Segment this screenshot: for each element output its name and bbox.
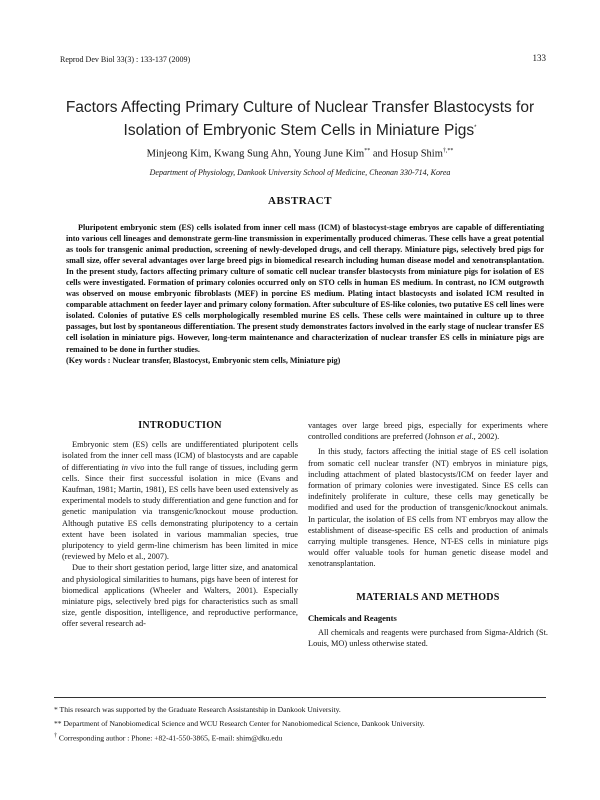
footnote-3-text: Corresponding author : Phone: +82-41-550-3865, E-mail: shim@dku.edu	[57, 733, 283, 743]
footnote-3	[54, 730, 546, 745]
left-column	[62, 420, 298, 630]
keywords: (Key words : Nuclear transfer, Blastocyst, Embryonic stem cells, Miniature pig)	[66, 355, 341, 365]
intro-p3-text-b: ., 2002).	[471, 432, 500, 442]
affiliation: Department of Physiology, Dankook University School of Medicine, Cheonan 330-714, Korea	[149, 168, 451, 177]
footnote-1-mark: *	[54, 705, 58, 714]
page-number: 133	[532, 53, 546, 63]
intro-paragraph-2: Due to their short gestation period, large litter size, and anatomical and physiological similarities to humans, pigs have been of interest for biomedical applications (Wheeler and Walters, 2001). Especially miniature pigs, selectively bred pigs for characteristics such as small size, gentle disposition, intelligence, and reproductive performance, offer several research ad-	[62, 563, 298, 629]
footnote-3-mark: †	[54, 733, 57, 739]
right-column	[308, 420, 548, 649]
authors-part-2: and Hosup Shim	[370, 148, 443, 160]
intro-p3-italic: et al	[457, 432, 472, 442]
author-mark-1: **	[364, 148, 371, 154]
title-footnote-mark: *	[474, 125, 477, 131]
intro-p3-text-a: vantages over large breed pigs, especially for experiments where controlled conditions are preferred (Johnson	[308, 421, 548, 442]
abstract-body	[66, 222, 544, 366]
journal-citation: Reprod Dev Biol 33(3) : 133-137 (2009)	[60, 55, 191, 64]
intro-p1-text-b: into the full range of tissues, including germ cells. Since their first successful isolation in mice (Evans and Kaufman, 1981; Martin, 1981), ES cells have been used extensively as experimental models to study differentiation and gene function and for genetic manipulation via transgenic/knockout mouse production. Although putative ES cells demonstrating pluripotency to a certain extent have been isolated in various mammalian species, true pluripotency to yield germ-line chimerism has been limited in mice (reviewed by Melo et al., 2007).	[62, 462, 298, 562]
footnote-1-text: This research was supported by the Graduate Research Assistantship in Dankook University.	[57, 705, 341, 714]
intro-paragraph-4: In this study, factors affecting the initial stage of ES cell isolation from somatic cell nuclear transfer (NT) embryos in miniature pigs, including attachment of plated blastocysts/ICM on feeder layer and formation of primary colonies were investigated. Since ES cells can indefinitely proliferate in culture, these cells may genetically be modified and used for the production of transgenic/knockout animals. In particular, the isolation of ES cells from NT embryos may allow the establishment of disease-specific ES cells and production of animals carrying multiple transgenes. Hence, NT-ES cells in miniature pigs would offer valuable tools for human genetic disease model and xenotransplantation.	[308, 447, 548, 569]
authors-part-1: Minjeong Kim, Kwang Sung Ahn, Young June Kim	[146, 148, 365, 160]
footnote-1	[54, 703, 546, 717]
intro-paragraph-1	[62, 439, 298, 562]
introduction-heading: INTRODUCTION	[138, 420, 222, 431]
intro-paragraph-3	[308, 420, 548, 442]
intro-p1-text-a: Embryonic stem (ES) cells are undifferentiated pluripotent cells isolated from the inner cell mass (ICM) of blastocysts and are capable of differentiating	[62, 440, 298, 472]
author-mark-2: †,**	[442, 148, 454, 154]
author-list	[60, 148, 540, 160]
methods-heading: MATERIALS AND METHODS	[356, 591, 500, 603]
paper-title	[60, 98, 540, 141]
footnote-2	[54, 717, 546, 731]
footnote-2-text: Department of Nanobiomedical Science and WCU Research Center for Nanobiomedical Science, Dankook University.	[61, 718, 425, 728]
footnote-2-mark: **	[54, 718, 62, 728]
abstract-heading: ABSTRACT	[268, 195, 332, 207]
methods-paragraph-1: All chemicals and reagents were purchased from Sigma-Aldrich (St. Louis, MO) unless otherwise stated.	[308, 628, 548, 649]
methods-subheading: Chemicals and Reagents	[308, 612, 397, 623]
title-line-2: Isolation of Embryonic Stem Cells in Miniature Pigs	[123, 122, 475, 140]
title-line-1: Factors Affecting Primary Culture of Nuclear Transfer Blastocysts for	[65, 99, 535, 116]
abstract-text: Pluripotent embryonic stem (ES) cells isolated from inner cell mass (ICM) of blastocyst-stage embryos are capable of differentiating into various cell lineages and demonstrate germ-line transmission in experimentally produced chimeras. These cells have a great potential as tools for transgenic animal production, screening of newly-developed drugs, and cell therapy. Miniature pigs, selectively bred pigs for small size, offer several advantages over large breed pigs in biomedical research including human disease model and xenotransplantation. In the present study, factors affecting primary culture of somatic cell nuclear transfer blastocysts from miniature pigs for isolation of ES cells were investigated. Formation of primary colonies occurred only on STO cells in human ES medium. In contrast, no ICM outgrowth was observed on mouse embryonic fibroblasts (MEF) in porcine ES medium. Plating intact blastocysts and isolated ICM resulted in comparable attachment on feeder layer and primary colony formation. After subculture of ES-like colonies, two putative ES cell lines were isolated. Colonies of putative ES cells morphologically resembled murine ES cells. These cells were maintained in culture up to three passages, but lost by spontaneous differentiation. The present study demonstrates factors involved in the early stage of nuclear transfer ES cell isolation in miniature pigs. However, long-term maintenance and characterization of nuclear transfer ES cells in miniature pigs are remained to be done in further studies.	[66, 223, 544, 354]
footnotes	[54, 697, 546, 745]
intro-p1-italic: in vivo	[121, 462, 145, 472]
